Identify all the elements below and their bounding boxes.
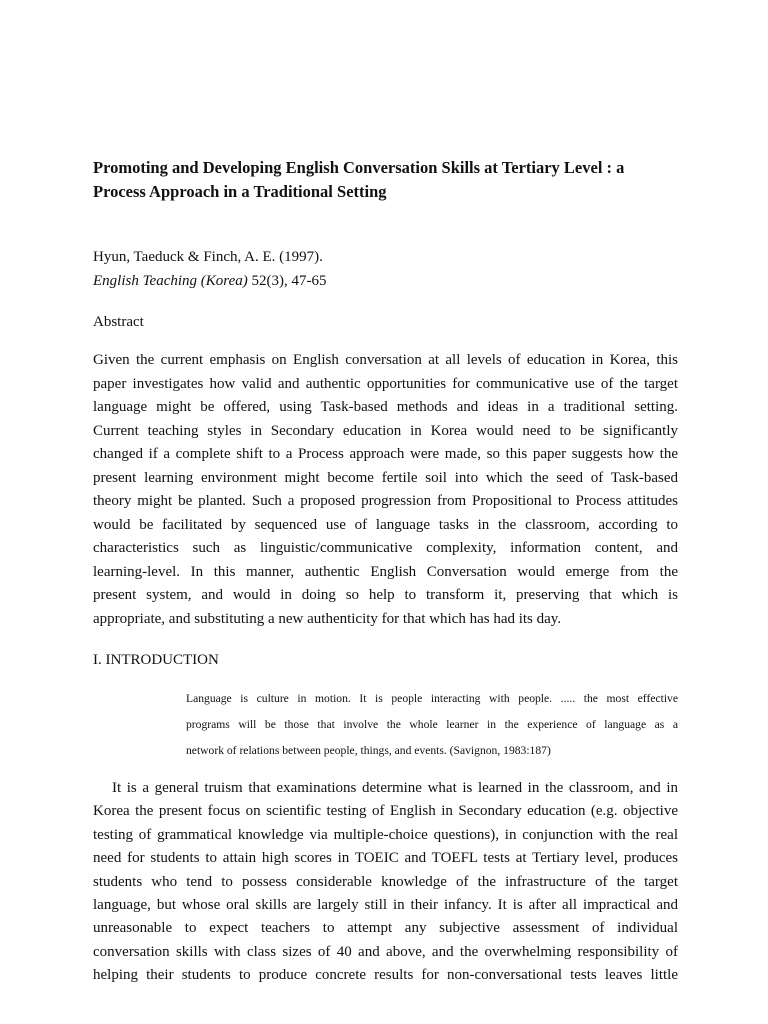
abstract-line: characteristics such as linguistic/communicative complexity, information content, and (93, 540, 678, 556)
citation-authors: Hyun, Taeduck & Finch, A. E. (1997). (93, 249, 323, 265)
abstract-line: theory might be planted. Such a proposed progression from Propositional to Process attitudes (93, 493, 678, 509)
abstract-line: Given the current emphasis on English conversation at all levels of education in Korea, this (93, 352, 678, 368)
body-line: It is a general truism that examinations determine what is learned in the classroom, and in (112, 780, 678, 796)
abstract-line: learning-level. In this manner, authentic English Conversation would emerge from the (93, 563, 678, 580)
abstract-line: paper investigates how valid and authentic opportunities for communicative use of the target (93, 375, 678, 392)
quote-line: programs will be those that involve the whole learner in the experience of language as a (186, 718, 678, 731)
quote-line: Language is culture in motion. It is people interacting with people. ..... the most effective (186, 692, 678, 705)
abstract-paragraph (93, 349, 678, 631)
body-line: students who tend to possess considerable knowledge of the infrastructure of the target (93, 873, 678, 890)
body-line: language, but whose oral skills are largely still in their infancy. It is after all impractical and (93, 897, 678, 914)
abstract-line: changed if a complete shift to a Process approach were made, so this paper suggests how the (93, 446, 678, 462)
body-line: testing of grammatical knowledge via multiple-choice questions), in conjunction with the real (93, 826, 678, 843)
quote-line: network of relations between people, things, and events. (Savignon, 1983:187) (186, 744, 551, 757)
abstract-heading: Abstract (93, 314, 144, 330)
citation-volume-pages: 52(3), 47-65 (247, 273, 327, 289)
introduction-paragraph (93, 777, 678, 988)
body-line: need for students to attain high scores in TOEIC and TOEFL tests at Tertiary level, produces (93, 850, 678, 867)
abstract-line: would be facilitated by sequenced use of language tasks in the classroom, according to (93, 516, 678, 533)
citation-block (93, 245, 693, 293)
body-line: helping their students to produce concrete results for non-conversational tests leaves little (93, 967, 678, 984)
abstract-line: Current teaching styles in Secondary education in Korea would need to be significantly (93, 422, 678, 439)
epigraph-quote (186, 686, 678, 764)
title-line: Promoting and Developing English Conversation Skills at Tertiary Level : a (93, 158, 625, 177)
body-line: Korea the present focus on scientific testing of English in Secondary education (e.g. objective (93, 803, 678, 820)
paper-title (93, 156, 693, 204)
body-line: unreasonable to expect teachers to attempt any subjective assessment of individual (93, 920, 678, 937)
abstract-line: language might be offered, using Task-based methods and ideas in a traditional setting. (93, 399, 678, 415)
citation-source (93, 269, 693, 293)
abstract-line: appropriate, and substituting a new authenticity for that which has had its day. (93, 610, 562, 627)
section-heading-introduction: I. INTRODUCTION (93, 652, 219, 668)
title-line: Process Approach in a Traditional Setting (93, 182, 387, 201)
abstract-line: present system, and would in doing so help to transform it, preserving that which is (93, 587, 678, 603)
body-line: conversation skills with class sizes of 40 and above, and the overwhelming responsibility of (93, 943, 678, 960)
citation-journal: English Teaching (Korea) (93, 273, 248, 289)
abstract-line: present learning environment might become fertile soil into which the seed of Task-based (93, 469, 678, 486)
